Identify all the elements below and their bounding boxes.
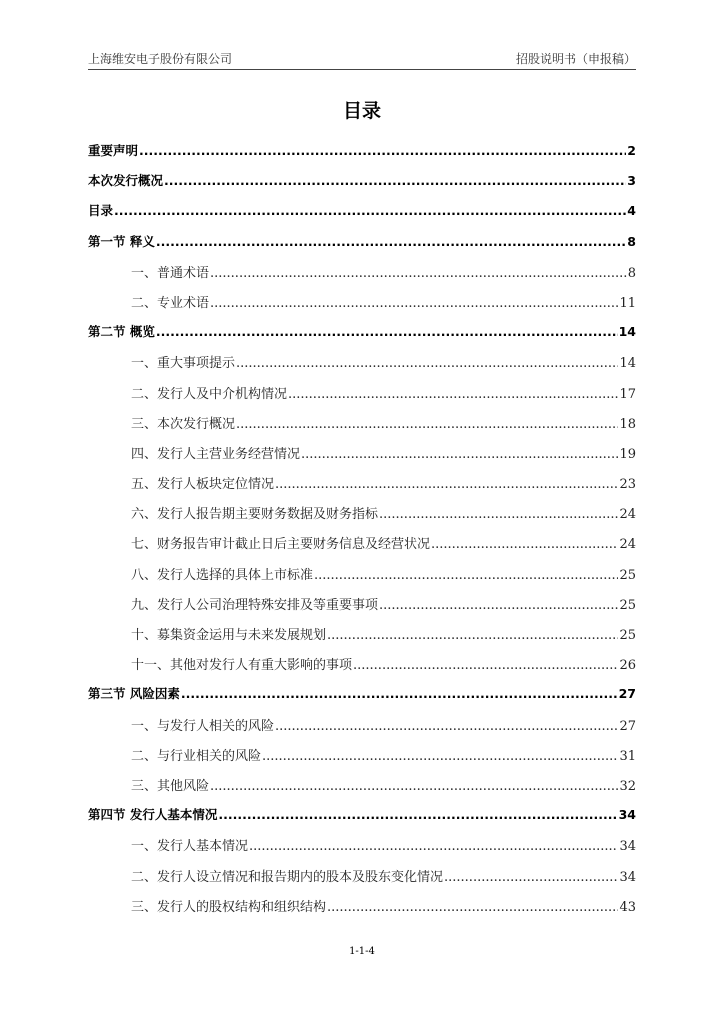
header-divider xyxy=(88,69,636,70)
toc-subsection-entry[interactable] xyxy=(88,715,636,745)
toc-entry-label: 十、募集资金运用与未来发展规划 xyxy=(131,628,327,643)
toc-dot-leader xyxy=(353,658,618,673)
toc-dot-leader xyxy=(139,143,626,158)
toc-dot-leader xyxy=(275,719,618,734)
toc-subsection-entry[interactable] xyxy=(88,775,636,805)
toc-entry-page-number: 3 xyxy=(627,173,636,189)
toc-dot-leader xyxy=(210,266,627,281)
toc-dot-leader xyxy=(210,779,618,794)
toc-entry-page-number: 27 xyxy=(618,686,636,702)
toc-section-entry[interactable] xyxy=(88,141,636,171)
toc-dot-leader xyxy=(114,203,626,218)
toc-entry-label: 第三节 风险因素 xyxy=(88,686,180,702)
toc-entry-page-number: 34 xyxy=(619,839,636,855)
toc-section-entry[interactable] xyxy=(88,684,636,714)
toc-subsection-entry[interactable] xyxy=(88,533,636,563)
toc-entry-label: 本次发行概况 xyxy=(88,173,164,189)
toc-entry-page-number: 34 xyxy=(618,807,636,823)
toc-section-entry[interactable] xyxy=(88,322,636,352)
toc-subsection-entry[interactable] xyxy=(88,473,636,503)
toc-entry-label: 一、发行人基本情况 xyxy=(131,839,249,855)
toc-dot-leader xyxy=(288,387,618,402)
toc-entry-page-number: 11 xyxy=(619,295,636,311)
toc-entry-label: 九、发行人公司治理特殊安排及等重要事项 xyxy=(131,597,379,613)
toc-entry-label: 一、普通术语 xyxy=(131,265,210,281)
header-company-name: 上海维安电子股份有限公司 xyxy=(88,52,233,66)
header-document-type: 招股说明书（申报稿） xyxy=(515,52,636,66)
toc-entry-page-number: 8 xyxy=(627,265,636,281)
toc-entry-page-number: 8 xyxy=(627,233,636,249)
toc-entry-label: 七、财务报告审计截止日后主要财务信息及经营状况 xyxy=(131,537,431,553)
toc-entry-page-number: 32 xyxy=(619,778,636,794)
toc-section-entry[interactable] xyxy=(88,805,636,835)
toc-entry-label: 五、发行人板块定位情况 xyxy=(131,477,275,493)
toc-entry-page-number: 31 xyxy=(619,748,636,764)
toc-entry-label: 一、重大事项提示 xyxy=(131,356,236,372)
toc-dot-leader xyxy=(210,296,618,311)
table-of-contents xyxy=(88,141,636,926)
toc-subsection-entry[interactable] xyxy=(88,503,636,533)
toc-entry-page-number: 14 xyxy=(618,324,636,340)
toc-dot-leader xyxy=(275,477,618,492)
toc-entry-label: 四、发行人主营业务经营情况 xyxy=(131,446,301,462)
page-number: 1-1-4 xyxy=(349,946,375,957)
toc-dot-leader xyxy=(236,417,618,432)
toc-entry-label: 三、本次发行概况 xyxy=(131,416,236,432)
toc-dot-leader xyxy=(314,568,618,583)
toc-entry-label: 八、发行人选择的具体上市标准 xyxy=(131,567,314,583)
toc-subsection-entry[interactable] xyxy=(88,745,636,775)
toc-entry-page-number: 25 xyxy=(619,597,636,613)
toc-entry-page-number: 25 xyxy=(619,567,636,583)
toc-dot-leader xyxy=(156,324,618,339)
toc-entry-page-number: 24 xyxy=(619,537,636,553)
toc-subsection-entry[interactable] xyxy=(88,835,636,865)
toc-entry-label: 第四节 发行人基本情况 xyxy=(88,807,218,823)
toc-entry-page-number: 23 xyxy=(619,477,636,493)
toc-subsection-entry[interactable] xyxy=(88,413,636,443)
toc-section-entry[interactable] xyxy=(88,232,636,262)
toc-entry-label: 二、发行人设立情况和报告期内的股本及股东变化情况 xyxy=(131,869,444,885)
toc-dot-leader xyxy=(218,807,617,822)
toc-dot-leader xyxy=(156,234,626,249)
toc-subsection-entry[interactable] xyxy=(88,624,636,654)
toc-subsection-entry[interactable] xyxy=(88,594,636,624)
toc-entry-label: 目录 xyxy=(88,203,114,219)
toc-entry-page-number: 17 xyxy=(619,386,636,402)
toc-entry-label: 六、发行人报告期主要财务数据及财务指标 xyxy=(131,507,379,523)
toc-entry-page-number: 43 xyxy=(619,899,636,915)
toc-subsection-entry[interactable] xyxy=(88,352,636,382)
toc-entry-label: 十一、其他对发行人有重大影响的事项 xyxy=(131,658,353,674)
toc-dot-leader xyxy=(249,839,618,854)
toc-entry-label: 三、其他风险 xyxy=(131,778,210,794)
toc-dot-leader xyxy=(262,749,618,764)
toc-dot-leader xyxy=(164,173,626,188)
toc-dot-leader xyxy=(236,356,618,371)
toc-dot-leader xyxy=(444,870,618,885)
toc-subsection-entry[interactable] xyxy=(88,262,636,292)
toc-entry-page-number: 26 xyxy=(619,658,636,674)
toc-subsection-entry[interactable] xyxy=(88,654,636,684)
toc-entry-page-number: 25 xyxy=(619,628,636,643)
toc-dot-leader xyxy=(301,447,618,462)
toc-entry-label: 一、与发行人相关的风险 xyxy=(131,718,275,734)
page-header xyxy=(88,50,636,68)
toc-dot-leader xyxy=(379,598,618,613)
toc-subsection-entry[interactable] xyxy=(88,383,636,413)
toc-entry-page-number: 4 xyxy=(627,203,636,219)
toc-entry-label: 三、发行人的股权结构和组织结构 xyxy=(131,899,327,915)
toc-entry-page-number: 14 xyxy=(619,356,636,372)
toc-subsection-entry[interactable] xyxy=(88,896,636,926)
toc-dot-leader xyxy=(327,900,618,915)
toc-subsection-entry[interactable] xyxy=(88,866,636,896)
toc-entry-page-number: 18 xyxy=(619,416,636,432)
toc-entry-page-number: 27 xyxy=(619,718,636,734)
toc-entry-label: 二、与行业相关的风险 xyxy=(131,748,262,764)
toc-subsection-entry[interactable] xyxy=(88,443,636,473)
toc-entry-label: 第二节 概览 xyxy=(88,324,155,340)
toc-section-entry[interactable] xyxy=(88,201,636,231)
toc-entry-label: 重要声明 xyxy=(88,143,139,158)
toc-subsection-entry[interactable] xyxy=(88,292,636,322)
page-title: 目录 xyxy=(342,100,381,122)
toc-entry-page-number: 24 xyxy=(619,507,636,523)
toc-dot-leader xyxy=(431,537,618,552)
toc-section-entry[interactable] xyxy=(88,171,636,201)
toc-entry-label: 二、专业术语 xyxy=(131,295,210,311)
toc-subsection-entry[interactable] xyxy=(88,564,636,594)
toc-dot-leader xyxy=(379,507,618,522)
toc-entry-page-number: 2 xyxy=(627,143,636,158)
toc-dot-leader xyxy=(327,628,618,643)
toc-entry-label: 第一节 释义 xyxy=(88,233,155,249)
toc-entry-label: 二、发行人及中介机构情况 xyxy=(131,386,288,402)
toc-entry-page-number: 19 xyxy=(619,446,636,462)
toc-dot-leader xyxy=(181,686,618,701)
toc-entry-page-number: 34 xyxy=(619,869,636,885)
